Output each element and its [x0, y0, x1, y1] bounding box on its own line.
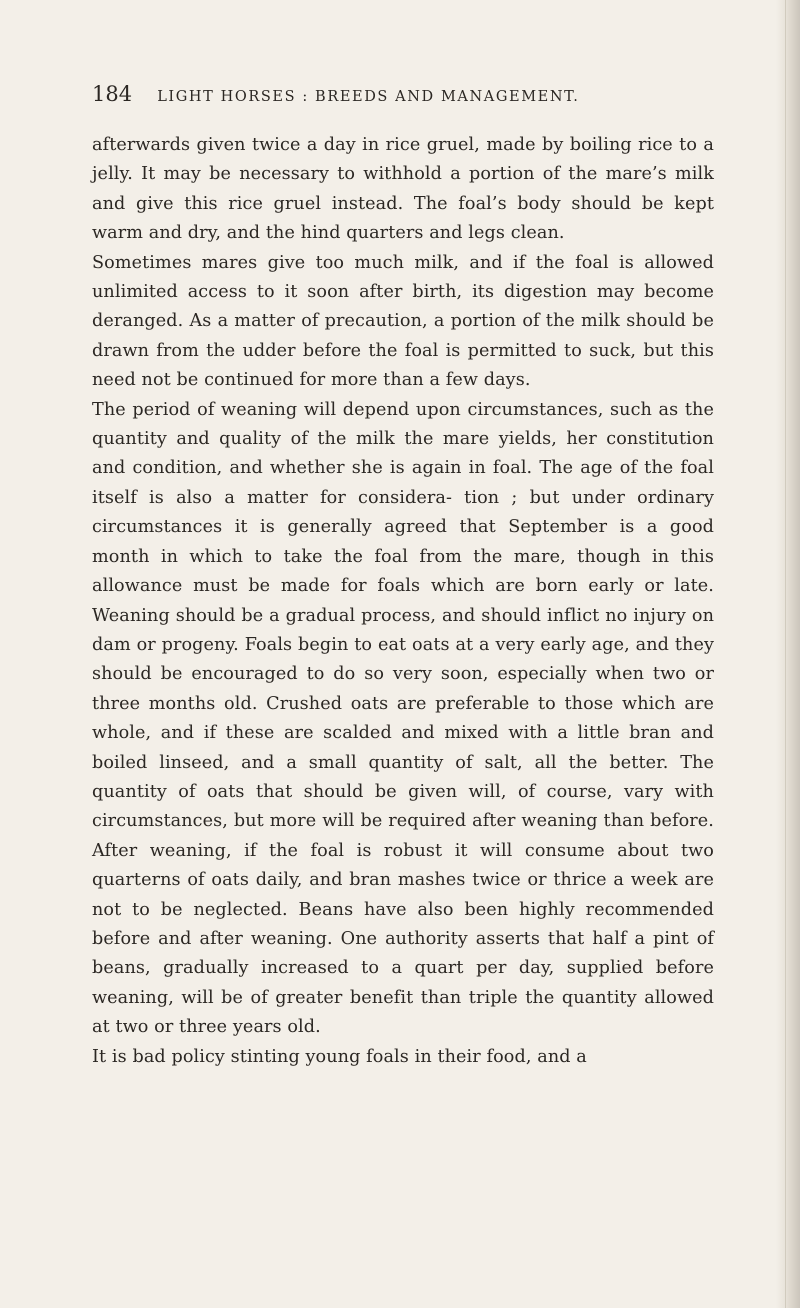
body-text: [92, 131, 714, 1072]
page-edge-shadow: [776, 0, 800, 1308]
page-number: 184: [92, 82, 133, 106]
paragraph-continued: afterwards given twice a day in rice gruel, made by boiling rice to a jelly. It may be necessary to withhold a portion of the mare’s milk and give this rice gruel instead. The foal’s body should be kept warm and dry, and the hind quarters and legs clean.: [92, 135, 714, 244]
page-edge-line: [785, 0, 786, 1308]
page-header: [92, 82, 732, 112]
paragraph: The period of weaning will depend upon circumstances, such as the quantity and quality of the milk the mare yields, her constitution and condition, and whether she is again in foal. The age of the foal itself is also a matter for considera- tion ; but under ordinary circumstances it is generally agreed that September is a good month in which to take the foal from the mare, though in this allowance must be made for foals which are born early or late. Weaning should be a gradual process, and should inflict no injury on dam or progeny. Foals begin to eat oats at a very early age, and they should be encouraged to do so very soon, especially when two or three months old. Crushed oats are preferable to those which are whole, and if these are scalded and mixed with a little bran and boiled linseed, and a small quantity of salt, all the better. The quantity of oats that should be given will, of course, vary with circumstances, but more will be required after weaning than before. After weaning, if the foal is robust it will consume about two quarterns of oats daily, and bran mashes twice or thrice a week are not to be neglected. Beans have also been highly recommended before and after weaning. One authority asserts that half a pint of beans, gradually increased to a quart per day, supplied before weaning, will be of greater benefit than triple the quantity allowed at two or three years old.: [92, 399, 714, 1038]
paragraph: It is bad policy stinting young foals in their food, and a: [92, 1046, 587, 1067]
running-head: LIGHT HORSES : BREEDS AND MANAGEMENT.: [157, 89, 580, 105]
paragraph: Sometimes mares give too much milk, and if the foal is allowed unlimited access to it soon after birth, its digestion may become deranged. As a matter of precaution, a portion of the milk should be drawn from the udder before the foal is permitted to suck, but this need not be continued for more than a few days.: [92, 252, 714, 391]
